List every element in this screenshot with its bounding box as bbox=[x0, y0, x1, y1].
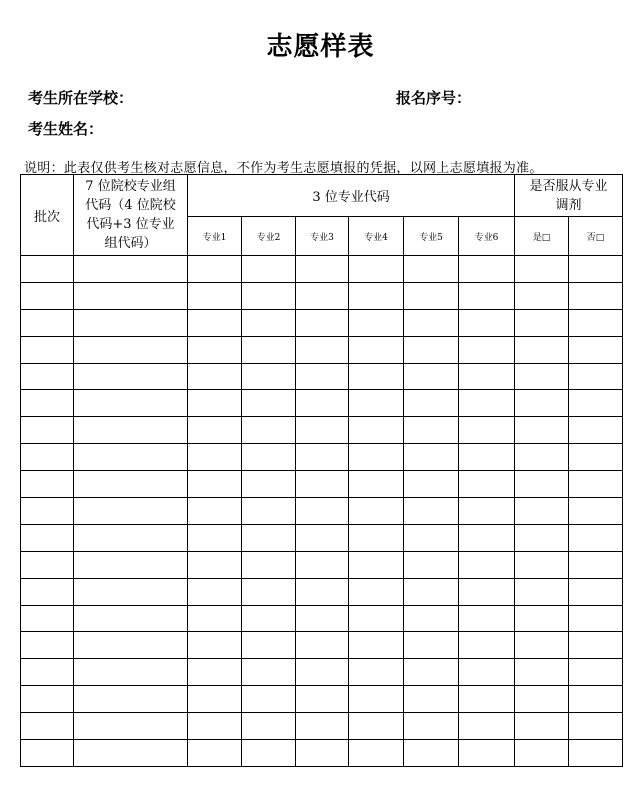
major-2-cell[interactable] bbox=[242, 578, 296, 605]
batch-cell[interactable] bbox=[21, 686, 74, 713]
major-6-cell[interactable] bbox=[459, 336, 515, 363]
table-row bbox=[21, 551, 623, 578]
header-group-code-line: 代码+3 位专业 bbox=[86, 217, 175, 232]
major-6-cell[interactable] bbox=[459, 524, 515, 551]
major-5-cell[interactable] bbox=[404, 309, 459, 336]
group-code-cell[interactable] bbox=[74, 498, 188, 525]
major-1-cell[interactable] bbox=[188, 390, 242, 417]
adjust-no-cell[interactable] bbox=[569, 686, 623, 713]
adjust-yes-cell[interactable] bbox=[515, 444, 569, 471]
major-5-cell[interactable] bbox=[404, 336, 459, 363]
major-5-cell[interactable] bbox=[404, 256, 459, 283]
major-5-cell[interactable] bbox=[404, 471, 459, 498]
major-1-cell[interactable] bbox=[188, 336, 242, 363]
major-4-cell[interactable] bbox=[349, 659, 404, 686]
adjust-yes-cell[interactable] bbox=[515, 309, 569, 336]
group-code-cell[interactable] bbox=[74, 444, 188, 471]
batch-cell[interactable] bbox=[21, 471, 74, 498]
group-code-cell[interactable] bbox=[74, 659, 188, 686]
major-6-cell[interactable] bbox=[459, 578, 515, 605]
header-major-5: 专业5 bbox=[404, 217, 459, 256]
header-major-1: 专业1 bbox=[188, 217, 242, 256]
adjust-no-cell[interactable] bbox=[569, 363, 623, 390]
adjust-yes-cell[interactable] bbox=[515, 605, 569, 632]
major-3-cell[interactable] bbox=[296, 713, 349, 740]
major-2-cell[interactable] bbox=[242, 471, 296, 498]
header-adjustment-line: 是否服从专业 bbox=[529, 178, 608, 194]
major-3-cell[interactable] bbox=[296, 256, 349, 283]
major-4-cell[interactable] bbox=[349, 740, 404, 767]
adjust-yes-cell[interactable] bbox=[515, 740, 569, 767]
batch-cell[interactable] bbox=[21, 605, 74, 632]
major-4-cell[interactable] bbox=[349, 551, 404, 578]
adjust-yes-cell[interactable] bbox=[515, 256, 569, 283]
major-5-cell[interactable] bbox=[404, 551, 459, 578]
major-5-cell[interactable] bbox=[404, 659, 459, 686]
major-3-cell[interactable] bbox=[296, 282, 349, 309]
major-5-cell[interactable] bbox=[404, 632, 459, 659]
major-4-cell[interactable] bbox=[349, 686, 404, 713]
header-group-code-line: 代码（4 位院校 bbox=[85, 198, 176, 213]
group-code-cell[interactable] bbox=[74, 632, 188, 659]
adjust-no-cell[interactable] bbox=[569, 417, 623, 444]
table-row bbox=[21, 336, 623, 363]
header-adjustment-line: 调剂 bbox=[555, 197, 582, 213]
adjust-no-cell[interactable] bbox=[569, 740, 623, 767]
adjust-no-cell[interactable] bbox=[569, 578, 623, 605]
header-major-code: 3 位专业代码 bbox=[188, 175, 515, 217]
volunteer-form-table bbox=[20, 174, 623, 767]
header-major-2: 专业2 bbox=[242, 217, 296, 256]
table-row bbox=[21, 417, 623, 444]
table-row bbox=[21, 632, 623, 659]
major-6-cell[interactable] bbox=[459, 551, 515, 578]
batch-cell[interactable] bbox=[21, 444, 74, 471]
major-6-cell[interactable] bbox=[459, 444, 515, 471]
instruction-note: 说明：此表仅供考生核对志愿信息，不作为考生志愿填报的凭据，以网上志愿填报为准。 bbox=[24, 161, 543, 176]
group-code-cell[interactable] bbox=[74, 713, 188, 740]
major-3-cell[interactable] bbox=[296, 686, 349, 713]
table-row bbox=[21, 713, 623, 740]
major-4-cell[interactable] bbox=[349, 256, 404, 283]
header-adjust-no: 否□ bbox=[569, 217, 623, 256]
table-row bbox=[21, 524, 623, 551]
major-6-cell[interactable] bbox=[459, 632, 515, 659]
header-group-code bbox=[74, 175, 188, 256]
major-2-cell[interactable] bbox=[242, 256, 296, 283]
major-2-cell[interactable] bbox=[242, 336, 296, 363]
group-code-cell[interactable] bbox=[74, 605, 188, 632]
adjust-no-cell[interactable] bbox=[569, 256, 623, 283]
major-6-cell[interactable] bbox=[459, 498, 515, 525]
batch-cell[interactable] bbox=[21, 632, 74, 659]
major-2-cell[interactable] bbox=[242, 417, 296, 444]
group-code-cell[interactable] bbox=[74, 390, 188, 417]
major-6-cell[interactable] bbox=[459, 363, 515, 390]
adjust-no-cell[interactable] bbox=[569, 282, 623, 309]
major-6-cell[interactable] bbox=[459, 659, 515, 686]
group-code-cell[interactable] bbox=[74, 256, 188, 283]
major-4-cell[interactable] bbox=[349, 309, 404, 336]
major-6-cell[interactable] bbox=[459, 417, 515, 444]
major-6-cell[interactable] bbox=[459, 713, 515, 740]
adjust-yes-cell[interactable] bbox=[515, 551, 569, 578]
adjust-yes-cell[interactable] bbox=[515, 417, 569, 444]
group-code-cell[interactable] bbox=[74, 282, 188, 309]
major-3-cell[interactable] bbox=[296, 605, 349, 632]
batch-cell[interactable] bbox=[21, 309, 74, 336]
major-3-cell[interactable] bbox=[296, 444, 349, 471]
major-3-cell[interactable] bbox=[296, 309, 349, 336]
major-1-cell[interactable] bbox=[188, 256, 242, 283]
major-6-cell[interactable] bbox=[459, 390, 515, 417]
major-5-cell[interactable] bbox=[404, 282, 459, 309]
major-4-cell[interactable] bbox=[349, 713, 404, 740]
major-6-cell[interactable] bbox=[459, 686, 515, 713]
major-5-cell[interactable] bbox=[404, 740, 459, 767]
major-3-cell[interactable] bbox=[296, 471, 349, 498]
major-2-cell[interactable] bbox=[242, 444, 296, 471]
batch-cell[interactable] bbox=[21, 713, 74, 740]
major-6-cell[interactable] bbox=[459, 605, 515, 632]
major-1-cell[interactable] bbox=[188, 309, 242, 336]
major-2-cell[interactable] bbox=[242, 309, 296, 336]
major-2-cell[interactable] bbox=[242, 551, 296, 578]
adjust-yes-cell[interactable] bbox=[515, 659, 569, 686]
major-4-cell[interactable] bbox=[349, 282, 404, 309]
batch-cell[interactable] bbox=[21, 524, 74, 551]
major-1-cell[interactable] bbox=[188, 659, 242, 686]
adjust-no-cell[interactable] bbox=[569, 659, 623, 686]
major-2-cell[interactable] bbox=[242, 713, 296, 740]
table-row bbox=[21, 686, 623, 713]
adjust-no-cell[interactable] bbox=[569, 524, 623, 551]
batch-cell[interactable] bbox=[21, 659, 74, 686]
major-4-cell[interactable] bbox=[349, 444, 404, 471]
major-4-cell[interactable] bbox=[349, 632, 404, 659]
major-3-cell[interactable] bbox=[296, 498, 349, 525]
page-title: 志愿样表 bbox=[266, 32, 375, 62]
adjust-yes-cell[interactable] bbox=[515, 390, 569, 417]
major-1-cell[interactable] bbox=[188, 524, 242, 551]
adjust-yes-cell[interactable] bbox=[515, 498, 569, 525]
major-4-cell[interactable] bbox=[349, 524, 404, 551]
major-1-cell[interactable] bbox=[188, 713, 242, 740]
major-2-cell[interactable] bbox=[242, 282, 296, 309]
school-label: 考生所在学校： bbox=[28, 89, 134, 107]
group-code-cell[interactable] bbox=[74, 524, 188, 551]
major-5-cell[interactable] bbox=[404, 390, 459, 417]
major-1-cell[interactable] bbox=[188, 686, 242, 713]
group-code-cell[interactable] bbox=[74, 686, 188, 713]
adjust-no-cell[interactable] bbox=[569, 605, 623, 632]
table-row bbox=[21, 498, 623, 525]
major-5-cell[interactable] bbox=[404, 578, 459, 605]
adjust-yes-cell[interactable] bbox=[515, 363, 569, 390]
adjust-no-cell[interactable] bbox=[569, 713, 623, 740]
batch-cell[interactable] bbox=[21, 740, 74, 767]
major-2-cell[interactable] bbox=[242, 498, 296, 525]
table-row bbox=[21, 256, 623, 283]
header-group-code-line: 7 位院校专业组 bbox=[85, 179, 176, 194]
batch-cell[interactable] bbox=[21, 390, 74, 417]
adjust-yes-cell[interactable] bbox=[515, 632, 569, 659]
major-5-cell[interactable] bbox=[404, 498, 459, 525]
major-2-cell[interactable] bbox=[242, 686, 296, 713]
header-adjust-yes: 是□ bbox=[515, 217, 569, 256]
major-2-cell[interactable] bbox=[242, 605, 296, 632]
table-row bbox=[21, 309, 623, 336]
group-code-cell[interactable] bbox=[74, 471, 188, 498]
adjust-no-cell[interactable] bbox=[569, 390, 623, 417]
table-row bbox=[21, 390, 623, 417]
major-4-cell[interactable] bbox=[349, 336, 404, 363]
group-code-cell[interactable] bbox=[74, 551, 188, 578]
group-code-cell[interactable] bbox=[74, 363, 188, 390]
major-5-cell[interactable] bbox=[404, 524, 459, 551]
batch-cell[interactable] bbox=[21, 417, 74, 444]
table-row bbox=[21, 471, 623, 498]
major-6-cell[interactable] bbox=[459, 309, 515, 336]
adjust-yes-cell[interactable] bbox=[515, 282, 569, 309]
batch-cell[interactable] bbox=[21, 336, 74, 363]
major-1-cell[interactable] bbox=[188, 498, 242, 525]
batch-cell[interactable] bbox=[21, 498, 74, 525]
header-major-6: 专业6 bbox=[459, 217, 515, 256]
major-1-cell[interactable] bbox=[188, 551, 242, 578]
table-row bbox=[21, 605, 623, 632]
table-row bbox=[21, 282, 623, 309]
major-3-cell[interactable] bbox=[296, 417, 349, 444]
major-4-cell[interactable] bbox=[349, 471, 404, 498]
table-row bbox=[21, 363, 623, 390]
adjust-yes-cell[interactable] bbox=[515, 471, 569, 498]
header-adjustment bbox=[515, 175, 623, 217]
major-2-cell[interactable] bbox=[242, 390, 296, 417]
major-1-cell[interactable] bbox=[188, 605, 242, 632]
adjust-yes-cell[interactable] bbox=[515, 336, 569, 363]
major-4-cell[interactable] bbox=[349, 363, 404, 390]
adjust-yes-cell[interactable] bbox=[515, 713, 569, 740]
batch-cell[interactable] bbox=[21, 363, 74, 390]
batch-cell[interactable] bbox=[21, 578, 74, 605]
batch-cell[interactable] bbox=[21, 282, 74, 309]
header-batch: 批次 bbox=[21, 175, 74, 256]
major-4-cell[interactable] bbox=[349, 390, 404, 417]
table-row bbox=[21, 659, 623, 686]
major-3-cell[interactable] bbox=[296, 363, 349, 390]
header-major-3: 专业3 bbox=[296, 217, 349, 256]
major-4-cell[interactable] bbox=[349, 498, 404, 525]
group-code-cell[interactable] bbox=[74, 336, 188, 363]
major-3-cell[interactable] bbox=[296, 740, 349, 767]
major-5-cell[interactable] bbox=[404, 686, 459, 713]
major-2-cell[interactable] bbox=[242, 363, 296, 390]
major-1-cell[interactable] bbox=[188, 471, 242, 498]
major-1-cell[interactable] bbox=[188, 578, 242, 605]
header-major-4: 专业4 bbox=[349, 217, 404, 256]
table-row bbox=[21, 740, 623, 767]
major-1-cell[interactable] bbox=[188, 282, 242, 309]
major-4-cell[interactable] bbox=[349, 578, 404, 605]
adjust-yes-cell[interactable] bbox=[515, 686, 569, 713]
group-code-cell[interactable] bbox=[74, 309, 188, 336]
adjust-no-cell[interactable] bbox=[569, 444, 623, 471]
major-2-cell[interactable] bbox=[242, 632, 296, 659]
major-2-cell[interactable] bbox=[242, 524, 296, 551]
major-6-cell[interactable] bbox=[459, 256, 515, 283]
group-code-cell[interactable] bbox=[74, 740, 188, 767]
adjust-no-cell[interactable] bbox=[569, 336, 623, 363]
student-name-label: 考生姓名： bbox=[28, 120, 104, 138]
adjust-no-cell[interactable] bbox=[569, 498, 623, 525]
major-5-cell[interactable] bbox=[404, 605, 459, 632]
adjust-yes-cell[interactable] bbox=[515, 578, 569, 605]
major-5-cell[interactable] bbox=[404, 363, 459, 390]
major-4-cell[interactable] bbox=[349, 605, 404, 632]
major-6-cell[interactable] bbox=[459, 282, 515, 309]
header-group-code-line: 组代码） bbox=[104, 236, 157, 251]
major-1-cell[interactable] bbox=[188, 740, 242, 767]
adjust-no-cell[interactable] bbox=[569, 632, 623, 659]
major-6-cell[interactable] bbox=[459, 740, 515, 767]
major-3-cell[interactable] bbox=[296, 390, 349, 417]
major-3-cell[interactable] bbox=[296, 578, 349, 605]
major-4-cell[interactable] bbox=[349, 417, 404, 444]
group-code-cell[interactable] bbox=[74, 578, 188, 605]
group-code-cell[interactable] bbox=[74, 417, 188, 444]
adjust-no-cell[interactable] bbox=[569, 309, 623, 336]
major-5-cell[interactable] bbox=[404, 444, 459, 471]
major-3-cell[interactable] bbox=[296, 336, 349, 363]
major-5-cell[interactable] bbox=[404, 713, 459, 740]
major-3-cell[interactable] bbox=[296, 632, 349, 659]
major-3-cell[interactable] bbox=[296, 659, 349, 686]
major-3-cell[interactable] bbox=[296, 551, 349, 578]
major-1-cell[interactable] bbox=[188, 444, 242, 471]
major-1-cell[interactable] bbox=[188, 363, 242, 390]
batch-cell[interactable] bbox=[21, 551, 74, 578]
adjust-no-cell[interactable] bbox=[569, 471, 623, 498]
major-2-cell[interactable] bbox=[242, 740, 296, 767]
major-1-cell[interactable] bbox=[188, 632, 242, 659]
registration-number-label: 报名序号： bbox=[396, 89, 472, 107]
major-6-cell[interactable] bbox=[459, 471, 515, 498]
batch-cell[interactable] bbox=[21, 256, 74, 283]
table-row bbox=[21, 578, 623, 605]
major-2-cell[interactable] bbox=[242, 659, 296, 686]
adjust-yes-cell[interactable] bbox=[515, 524, 569, 551]
major-5-cell[interactable] bbox=[404, 417, 459, 444]
major-3-cell[interactable] bbox=[296, 524, 349, 551]
adjust-no-cell[interactable] bbox=[569, 551, 623, 578]
table-row bbox=[21, 444, 623, 471]
major-1-cell[interactable] bbox=[188, 417, 242, 444]
